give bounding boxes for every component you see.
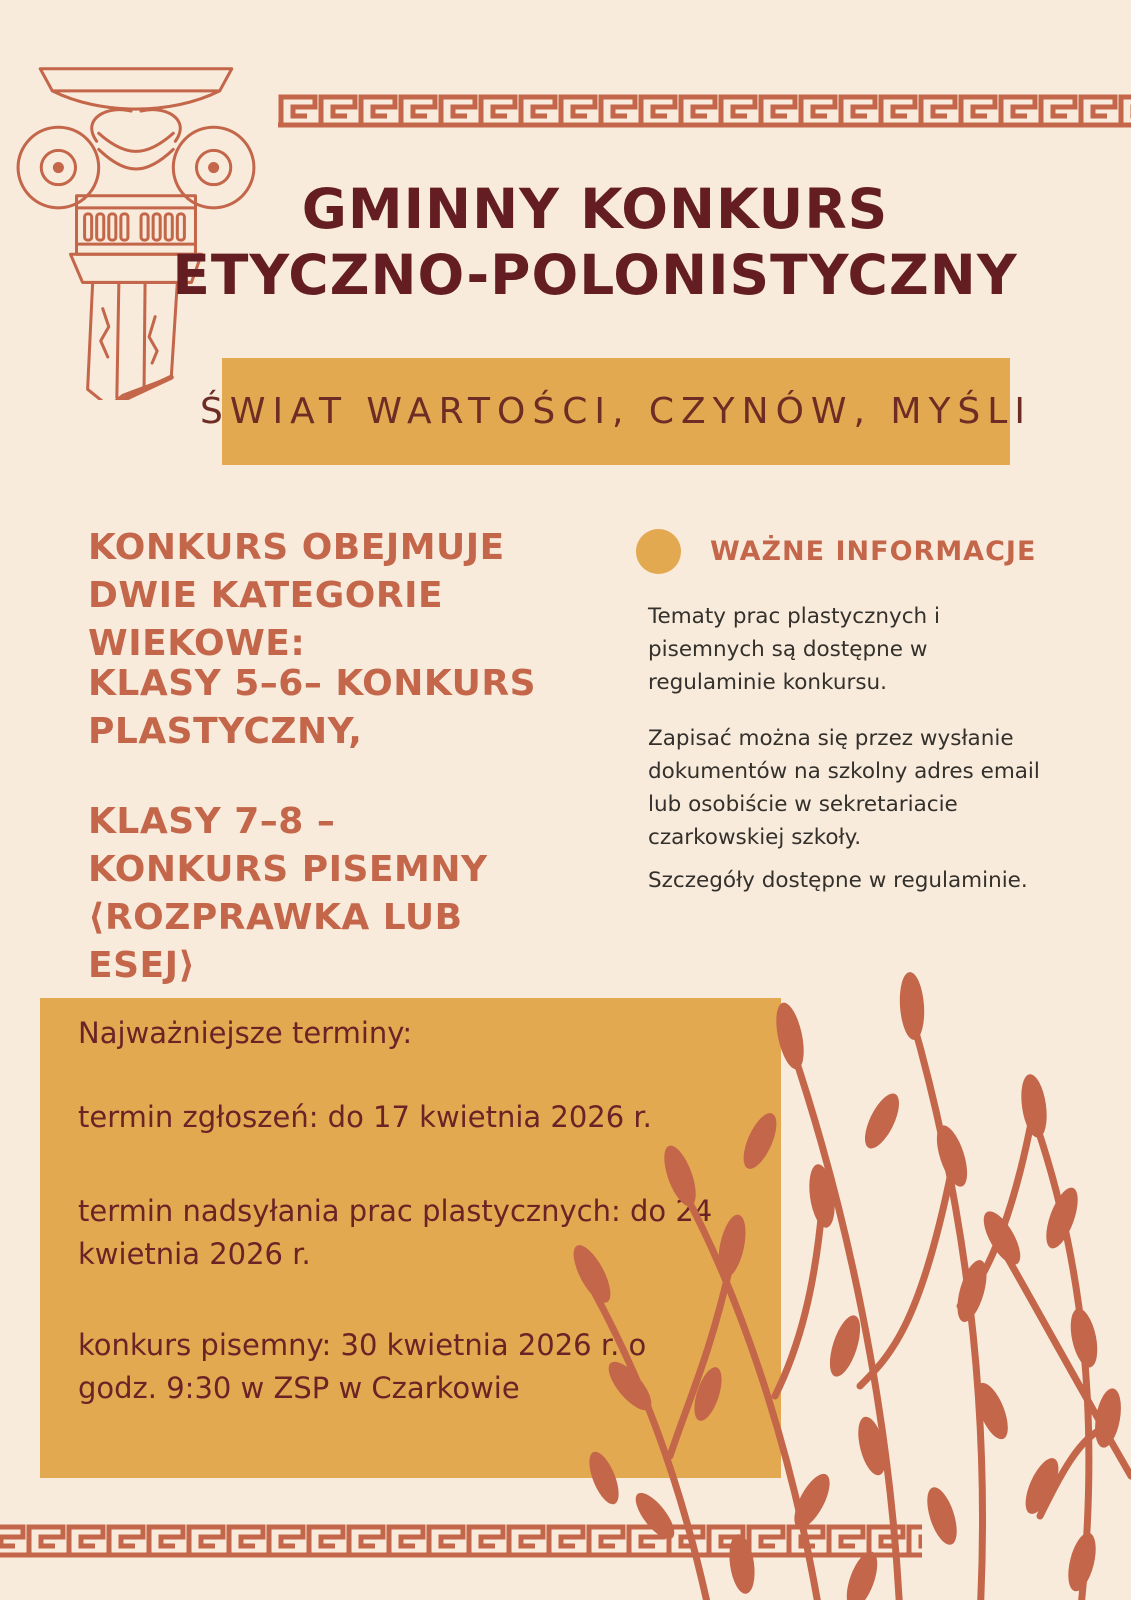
poster-title-line2: ETYCZNO-POLONISTYCZNY: [172, 243, 1018, 307]
important-info-heading: WAŻNE INFORMACJE: [710, 536, 1037, 567]
category-item-1: KLASY 5–6– KONKURS PLASTYCZNY,: [88, 663, 537, 752]
info-paragraph-2: Zapisać można się przez wysłanie dokumentów na szkolny adres email lub osobiście w sekretariacie czarkowskiej szkoły.: [648, 726, 1040, 850]
terms-heading: Najważniejsze terminy:: [78, 1016, 413, 1050]
category-item-2: KLASY 7–8 – KONKURS PISEMNY ⟨ROZPRAWKA LUB ESEJ⟩: [88, 801, 488, 986]
subtitle-banner-text: ŚWIAT WARTOŚCI, CZYNÓW, MYŚLI: [200, 391, 1032, 432]
poster-title: [120, 176, 1070, 308]
info-paragraph-1: Tematy prac plastycznych i pisemnych są dostępne w regulaminie konkursu.: [648, 604, 940, 695]
categories-heading: KONKURS OBEJMUJE DWIE KATEGORIE WIEKOWE:: [88, 527, 505, 664]
greek-key-border-top-icon: [278, 92, 1131, 130]
term-item-2: termin nadsyłania prac plastycznych: do 24 kwietnia 2026 r.: [78, 1194, 713, 1271]
subtitle-banner: [200, 358, 1032, 465]
term-item-1: termin zgłoszeń: do 17 kwietnia 2026 r.: [78, 1100, 652, 1134]
branch-leaves-icon: [560, 956, 1131, 1600]
info-paragraph-3: Szczegóły dostępne w regulaminie.: [648, 868, 1028, 893]
circle-icon: [636, 529, 681, 574]
poster-title-line1: GMINNY KONKURS: [301, 177, 889, 241]
term-item-3: konkurs pisemny: 30 kwietnia 2026 r. o godz. 9:30 w ZSP w Czarkowie: [78, 1328, 647, 1405]
